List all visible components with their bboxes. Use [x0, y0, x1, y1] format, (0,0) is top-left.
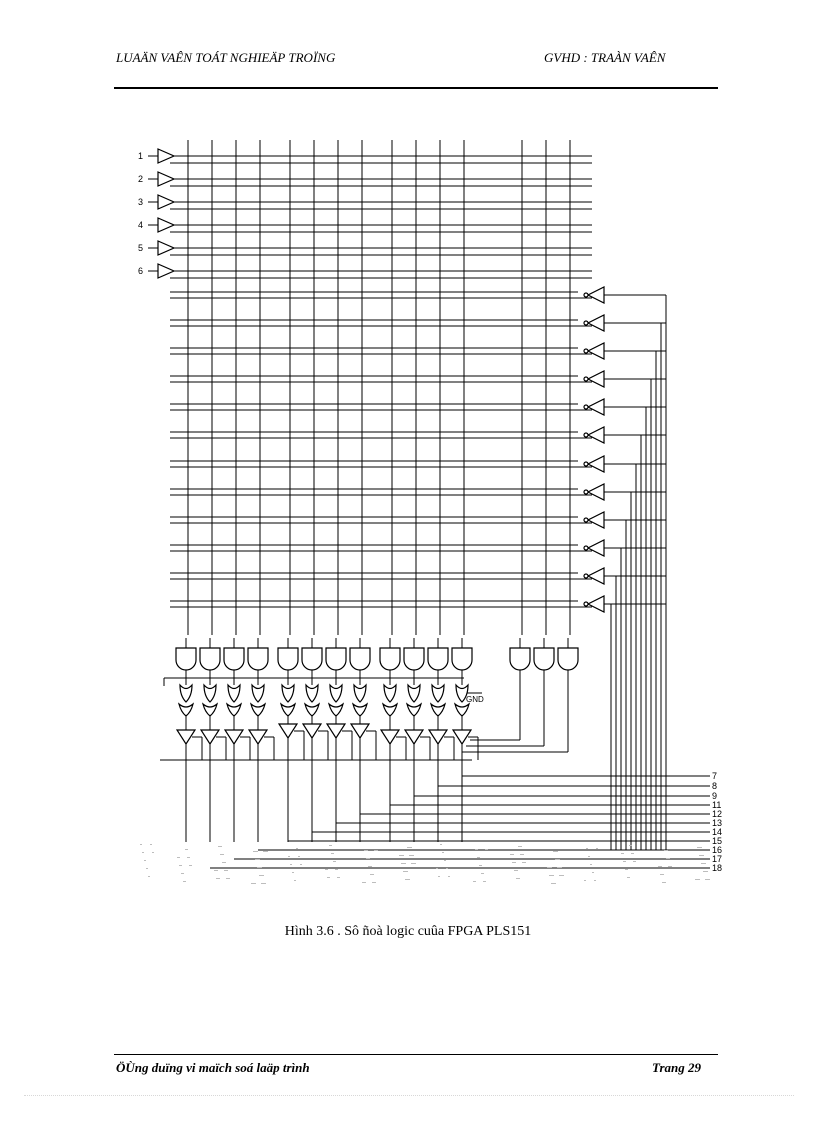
- scan-artifact-mark: [697, 847, 702, 848]
- input-buffer-icon: [158, 195, 174, 209]
- scan-artifact-mark: [547, 867, 552, 868]
- xor-gate-icon: [180, 685, 192, 702]
- scan-artifact-mark: [409, 855, 414, 856]
- or-gate-icon: [455, 704, 469, 716]
- or-gate-icon: [281, 704, 295, 716]
- scan-artifact-mark: [477, 857, 480, 858]
- scan-artifact-mark: [485, 849, 488, 850]
- gnd-label: GND: [466, 695, 484, 704]
- and-gate-icon: [534, 648, 554, 670]
- scan-artifact-mark: [438, 876, 440, 877]
- scan-artifact-mark: [290, 864, 292, 865]
- header-left-title: LUAÄN VAÊN TOÁT NGHIEÄP TROÏNG: [116, 50, 336, 65]
- header-right-title: GVHD : TRAÀN VAÊN: [544, 50, 666, 65]
- scan-artifact-mark: [512, 862, 516, 863]
- output-pin-label: 18: [712, 863, 723, 873]
- scan-artifact-mark: [401, 863, 406, 864]
- scan-artifact-mark: [699, 855, 704, 856]
- scan-artifact-mark: [335, 869, 338, 870]
- and-gate-icon: [176, 648, 196, 670]
- scan-artifact-mark: [374, 850, 378, 851]
- scan-artifact-mark: [142, 852, 144, 853]
- xor-gate-icon: [384, 685, 396, 702]
- scan-artifact-mark: [224, 870, 228, 871]
- or-gate-icon: [383, 704, 397, 716]
- scan-artifact-mark: [555, 859, 560, 860]
- feedback-buffer-icon: [588, 315, 604, 331]
- scan-artifact-mark: [325, 869, 328, 870]
- feedback-buffer-icon: [588, 399, 604, 415]
- feedback-bubble-icon: [584, 518, 588, 522]
- scan-artifact-mark: [140, 844, 142, 845]
- feedback-bubble-icon: [584, 602, 588, 606]
- input-pin-label: 6: [138, 266, 144, 276]
- or-gate-icon: [305, 704, 319, 716]
- feedback-buffer-icon: [588, 512, 604, 528]
- diagram-wiring: [148, 140, 710, 868]
- scan-artifact-mark: [220, 854, 224, 855]
- scan-artifact-mark: [553, 851, 558, 852]
- scan-artifact-mark: [187, 857, 190, 858]
- output-pin-label: 17: [712, 854, 723, 864]
- scan-artifact-mark: [662, 882, 666, 883]
- feedback-bubble-icon: [584, 405, 588, 409]
- scan-artifact-mark: [590, 864, 592, 865]
- diagram-pin-labels: [138, 151, 722, 873]
- feedback-buffer-icon: [588, 287, 604, 303]
- feedback-buffer-icon: [588, 371, 604, 387]
- footer-page-number: Trang 29: [652, 1060, 701, 1075]
- input-buffer-icon: [158, 218, 174, 232]
- scan-artifact-mark: [627, 877, 630, 878]
- xor-gate-icon: [408, 685, 420, 702]
- scan-artifact-mark: [150, 844, 152, 845]
- feedback-bubble-icon: [584, 433, 588, 437]
- scan-artifact-mark: [668, 866, 672, 867]
- scan-artifact-mark: [440, 844, 442, 845]
- scan-artifact-mark: [442, 852, 444, 853]
- output-pin-label: 16: [712, 845, 723, 855]
- xor-gate-icon: [354, 685, 366, 702]
- scan-artifact-mark: [522, 862, 526, 863]
- scan-artifact-mark: [216, 878, 220, 879]
- scan-artifact-mark: [144, 860, 146, 861]
- output-pin-label: 11: [712, 800, 722, 810]
- scan-artifact-mark: [664, 850, 668, 851]
- scan-artifact-mark: [479, 865, 482, 866]
- scan-artifact-mark: [483, 881, 486, 882]
- scan-artifact-mark: [298, 856, 300, 857]
- scan-artifact-mark: [518, 846, 522, 847]
- feedback-buffer-icon: [588, 540, 604, 556]
- feedback-bubble-icon: [584, 377, 588, 381]
- scan-artifact-mark: [625, 869, 628, 870]
- scan-artifact-mark: [621, 853, 624, 854]
- and-gate-icon: [248, 648, 268, 670]
- feedback-bubble-icon: [584, 574, 588, 578]
- input-pin-label: 5: [138, 243, 144, 253]
- scan-artifact-mark: [399, 855, 404, 856]
- scan-artifact-mark: [333, 861, 336, 862]
- scan-artifact-mark: [288, 856, 290, 857]
- input-pin-label: 1: [138, 151, 144, 161]
- output-pin-label: 13: [712, 818, 723, 828]
- scan-artifact-mark: [481, 873, 484, 874]
- output-pin-label: 12: [712, 809, 723, 819]
- or-gate-icon: [431, 704, 445, 716]
- scan-artifact-mark: [177, 857, 180, 858]
- scan-artifact-mark: [557, 867, 562, 868]
- xor-gate-icon: [330, 685, 342, 702]
- and-gate-icon: [380, 648, 400, 670]
- scan-artifact-mark: [370, 874, 374, 875]
- scan-artifact-mark: [366, 858, 370, 859]
- scan-artifact-mark: [407, 847, 412, 848]
- scan-artifact-mark: [146, 868, 148, 869]
- feedback-buffer-icon: [588, 427, 604, 443]
- scan-artifact-mark: [514, 870, 518, 871]
- scan-artifact-mark: [594, 880, 596, 881]
- scan-artifact-mark: [292, 872, 294, 873]
- footer-divider: [114, 1054, 718, 1055]
- and-gate-icon: [302, 648, 322, 670]
- and-gate-icon: [404, 648, 424, 670]
- scan-artifact-mark: [559, 875, 564, 876]
- output-pin-label: 8: [712, 781, 718, 791]
- output-pin-label: 9: [712, 791, 718, 801]
- and-gate-icon: [278, 648, 298, 670]
- scan-artifact-mark: [181, 873, 184, 874]
- scan-artifact-mark: [368, 866, 372, 867]
- scan-artifact-mark: [633, 861, 636, 862]
- scan-artifact-mark: [372, 882, 376, 883]
- figure-caption: Hình 3.6 . Sô ñoà logic cuûa FPGA PLS151: [284, 924, 532, 939]
- output-pin-label: 14: [712, 827, 723, 837]
- feedback-buffer-icon: [588, 484, 604, 500]
- feedback-buffer-icon: [588, 568, 604, 584]
- input-buffer-icon: [158, 149, 174, 163]
- xor-gate-icon: [282, 685, 294, 702]
- feedback-bubble-icon: [584, 546, 588, 550]
- or-gate-icon: [179, 704, 193, 716]
- and-gate-icon: [326, 648, 346, 670]
- scan-artifact-mark: [222, 862, 226, 863]
- feedback-bubble-icon: [584, 490, 588, 494]
- input-pin-label: 2: [138, 174, 144, 184]
- input-buffer-icon: [158, 241, 174, 255]
- scan-artifact-mark: [549, 875, 554, 876]
- xor-gate-icon: [204, 685, 216, 702]
- scan-artifact-mark: [327, 877, 330, 878]
- scan-artifact-mark: [444, 860, 446, 861]
- scan-artifact-mark: [658, 866, 662, 867]
- page-bottom-dotted-edge: [24, 1095, 794, 1096]
- scan-artifact-mark: [294, 880, 296, 881]
- feedback-bubble-icon: [584, 462, 588, 466]
- scan-artifact-mark: [255, 859, 260, 860]
- scan-artifact-mark: [592, 872, 594, 873]
- scan-artifact-mark: [701, 863, 706, 864]
- and-gate-icon: [452, 648, 472, 670]
- input-buffer-icon: [158, 172, 174, 186]
- xor-gate-icon: [252, 685, 264, 702]
- feedback-bubble-icon: [584, 349, 588, 353]
- input-pin-label: 4: [138, 220, 144, 230]
- and-gate-icon: [200, 648, 220, 670]
- and-gate-icon: [510, 648, 530, 670]
- scan-artifact-mark: [183, 881, 186, 882]
- input-pin-label: 3: [138, 197, 144, 207]
- scan-artifact-mark: [261, 883, 266, 884]
- scan-artifact-mark: [185, 849, 188, 850]
- scan-artifact-mark: [214, 870, 218, 871]
- scan-artifact-mark: [337, 877, 340, 878]
- footer-left-title: ÖÙng duïng vi maïch soá laäp trình: [116, 1060, 310, 1075]
- scan-artifact-mark: [362, 882, 366, 883]
- scan-artifact-mark: [660, 874, 664, 875]
- and-gate-icon: [350, 648, 370, 670]
- xor-gate-icon: [306, 685, 318, 702]
- scan-artifact-mark: [520, 854, 524, 855]
- scan-artifact-mark: [329, 845, 332, 846]
- and-gate-icon: [558, 648, 578, 670]
- scan-artifact-mark: [189, 865, 192, 866]
- scan-artifact-mark: [446, 868, 448, 869]
- scan-artifact-mark: [584, 880, 586, 881]
- scan-artifact-mark: [436, 868, 438, 869]
- feedback-buffer-icon: [588, 343, 604, 359]
- feedback-buffer-icon: [588, 456, 604, 472]
- scan-artifact-mark: [411, 863, 416, 864]
- or-gate-icon: [353, 704, 367, 716]
- scan-artifact-mark: [226, 878, 230, 879]
- scan-artifact-mark: [251, 883, 256, 884]
- scan-artifact-mark: [705, 879, 710, 880]
- or-gate-icon: [227, 704, 241, 716]
- fpga-logic-diagram: [130, 130, 740, 890]
- or-gate-icon: [329, 704, 343, 716]
- input-buffer-icon: [158, 264, 174, 278]
- and-gate-icon: [428, 648, 448, 670]
- scan-artifact-mark: [253, 851, 258, 852]
- output-pin-label: 7: [712, 771, 718, 781]
- scan-artifact-mark: [405, 879, 410, 880]
- or-gate-icon: [407, 704, 421, 716]
- or-gate-icon: [251, 704, 265, 716]
- scan-artifact-mark: [257, 867, 262, 868]
- scan-artifact-mark: [586, 848, 588, 849]
- xor-gate-icon: [228, 685, 240, 702]
- output-pin-label: 15: [712, 836, 723, 846]
- diagram-gates: [158, 149, 604, 744]
- feedback-bubble-icon: [584, 293, 588, 297]
- scan-artifact-mark: [623, 861, 626, 862]
- xor-gate-icon: [432, 685, 444, 702]
- scan-artifact-mark: [551, 883, 556, 884]
- scan-artifact-mark: [596, 848, 598, 849]
- scan-artifact-mark: [666, 858, 670, 859]
- and-gate-icon: [224, 648, 244, 670]
- feedback-bubble-icon: [584, 321, 588, 325]
- scan-artifact-mark: [516, 878, 520, 879]
- scan-artifact-mark: [218, 846, 222, 847]
- scan-artifact-mark: [263, 851, 268, 852]
- scan-artifact-mark: [331, 853, 334, 854]
- scan-artifact-mark: [152, 852, 154, 853]
- scan-artifact-mark: [403, 871, 408, 872]
- scan-artifact-mark: [259, 875, 264, 876]
- scan-artifact-mark: [629, 845, 632, 846]
- scan-artifact-mark: [179, 865, 182, 866]
- scan-artifact-mark: [296, 848, 298, 849]
- scan-artifact-mark: [703, 871, 708, 872]
- scan-artifact-mark: [510, 854, 514, 855]
- scan-artifact-mark: [300, 864, 302, 865]
- scan-artifact-mark: [631, 853, 634, 854]
- scan-artifact-mark: [364, 850, 368, 851]
- scan-artifact-mark: [473, 881, 476, 882]
- feedback-buffer-icon: [588, 596, 604, 612]
- or-gate-icon: [203, 704, 217, 716]
- header-divider: [114, 87, 718, 89]
- scan-artifact-mark: [588, 856, 590, 857]
- scan-artifact-mark: [695, 879, 700, 880]
- scan-artifact-mark: [475, 849, 478, 850]
- scan-artifact-mark: [448, 876, 450, 877]
- scan-artifact-mark: [148, 876, 150, 877]
